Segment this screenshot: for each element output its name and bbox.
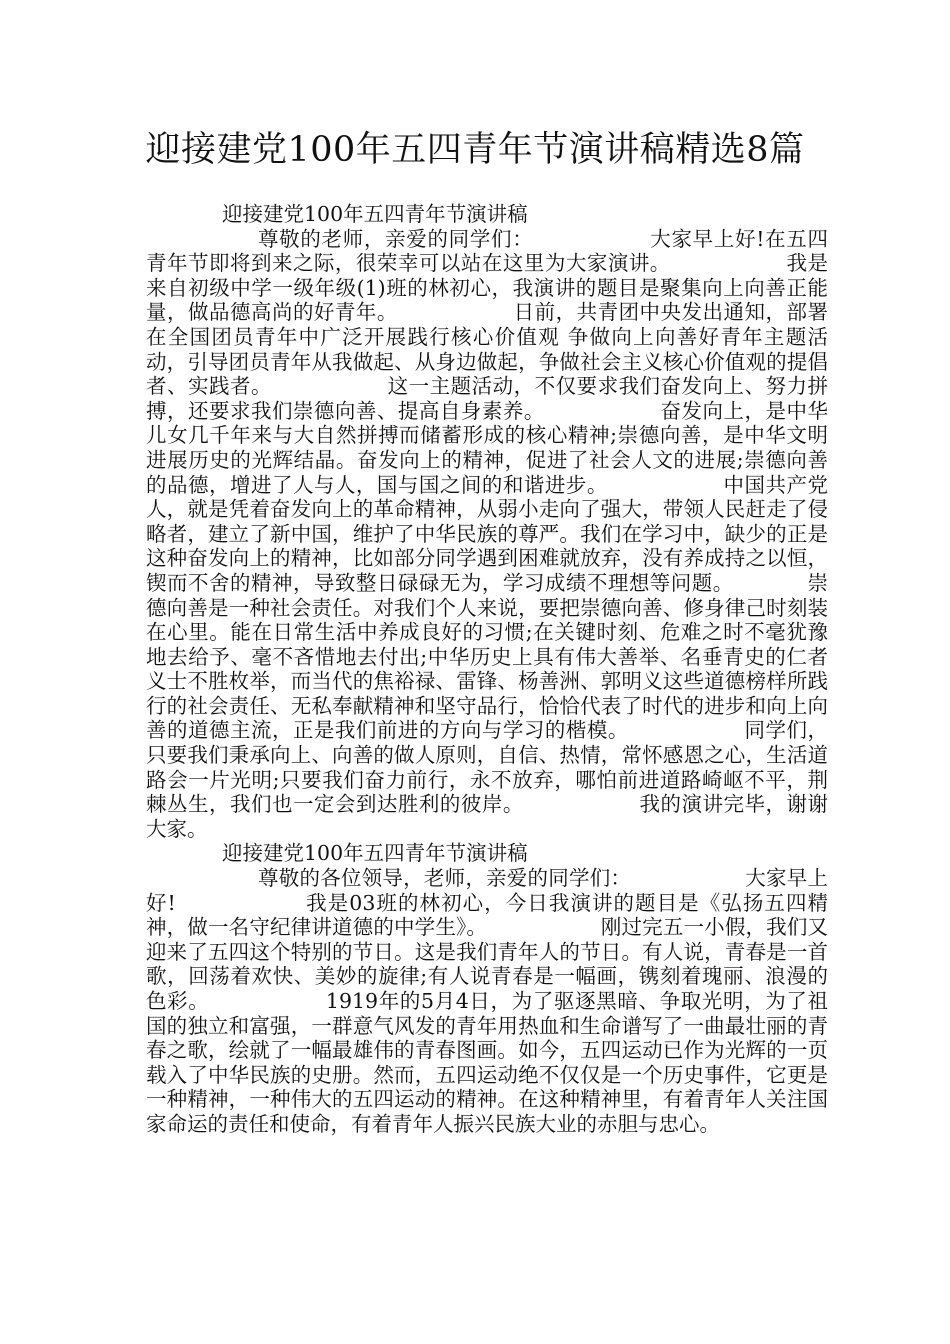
section-heading: 迎接建党100年五四青年节演讲稿 [222, 202, 528, 226]
section-paragraph: 尊敬的老师，亲爱的同学们： 大家早上好!在五四青年节即将到来之际，很荣幸可以站在这里为大家演讲。 我是来自初级中学一级年级(1)班的林初心，我演讲的题目是聚集向上向善正能量，做品德高尚的好青年。 日前，共青团中央发出通知，部署在全国团员青年中广泛开展践行核心价值观 争做向上向善好青年主题活动，引导团员青年从我做起、从身边做起，争做社会主义核心价值观的提倡者、实践者。 这一主题活动，不仅要求我们奋发向上、努力拼搏，还要求我们崇德向善、提高自身素养。 奋发向上，是中华儿女几千年来与大自然拼搏而储蓄形成的核心精神;崇德向善，是中华文明进展历史的光辉结晶。奋发向上的精神，促进了社会人文的进展;崇德向善的品德，增进了人与人，国与国之间的和谐进步。 中国共产党人，就是凭着奋发向上的革命精神，从弱小走向了强大，带领人民赶走了侵略者，建立了新中国，维护了中华民族的尊严。我们在学习中，缺少的正是这种奋发向上的精神，比如部分同学遇到困难就放弃，没有养成持之以恒，锲而不舍的精神，导致整日碌碌无为，学习成绩不理想等问题。 崇德向善是一种社会责任。对我们个人来说，要把崇德向善、修身律己时刻装在心里。能在日常生活中养成良好的习惯;在关键时刻、危难之时不毫犹豫地去给予、毫不吝惜地去付出;中华历史上具有伟大善举、名垂青史的仁者义士不胜枚举，而当代的焦裕禄、雷锋、杨善洲、郭明义这些道德榜样所践行的社会责任、无私奉献精神和坚守品行，恰恰代表了时代的进步和向上向善的道德主流，正是我们前进的方向与学习的楷模。 同学们，只要我们秉承向上、向善的做人原则，自信、热情，常怀感恩之心，生活道路会一片光明;只要我们奋力前行，永不放弃，哪怕前进道路崎岖不平，荆棘丛生，我们也一定会到达胜利的彼岸。 我的演讲完毕，谢谢大家。 [146, 226, 828, 841]
section-heading: 迎接建党100年五四青年节演讲稿 [222, 841, 528, 866]
speech-section-2 [146, 841, 828, 1136]
speech-section-1 [146, 202, 828, 841]
section-paragraph: 尊敬的各位领导，老师，亲爱的同学们： 大家早上好! 我是03班的林初心，今日我演讲的题目是《弘扬五四精神，做一名守纪律讲道德的中学生》。 刚过完五一小假，我们又迎来了五四这个特别的节日。这是我们青年人的节日。有人说，青春是一首歌，回荡着欢快、美妙的旋律;有人说青春是一幅画，镌刻着瑰丽、浪漫的色彩。 1919年的5月4日，为了驱逐黑暗、争取光明，为了祖国的独立和富强，一群意气风发的青年用热血和生命谱写了一曲最壮丽的青春之歌，绘就了一幅最雄伟的青春图画。如今，五四运动已作为光辉的一页载入了中华民族的史册。然而，五四运动绝不仅仅是一个历史事件，它更是一种精神，一种伟大的五四运动的精神。在这种精神里，有着青年人关注国家命运的责任和使命，有着青年人振兴民族大业的赤胆与忠心。 [146, 866, 828, 1136]
document-title: 迎接建党100年五四青年节演讲稿精选8篇 [145, 130, 805, 170]
document-body [146, 202, 828, 1137]
